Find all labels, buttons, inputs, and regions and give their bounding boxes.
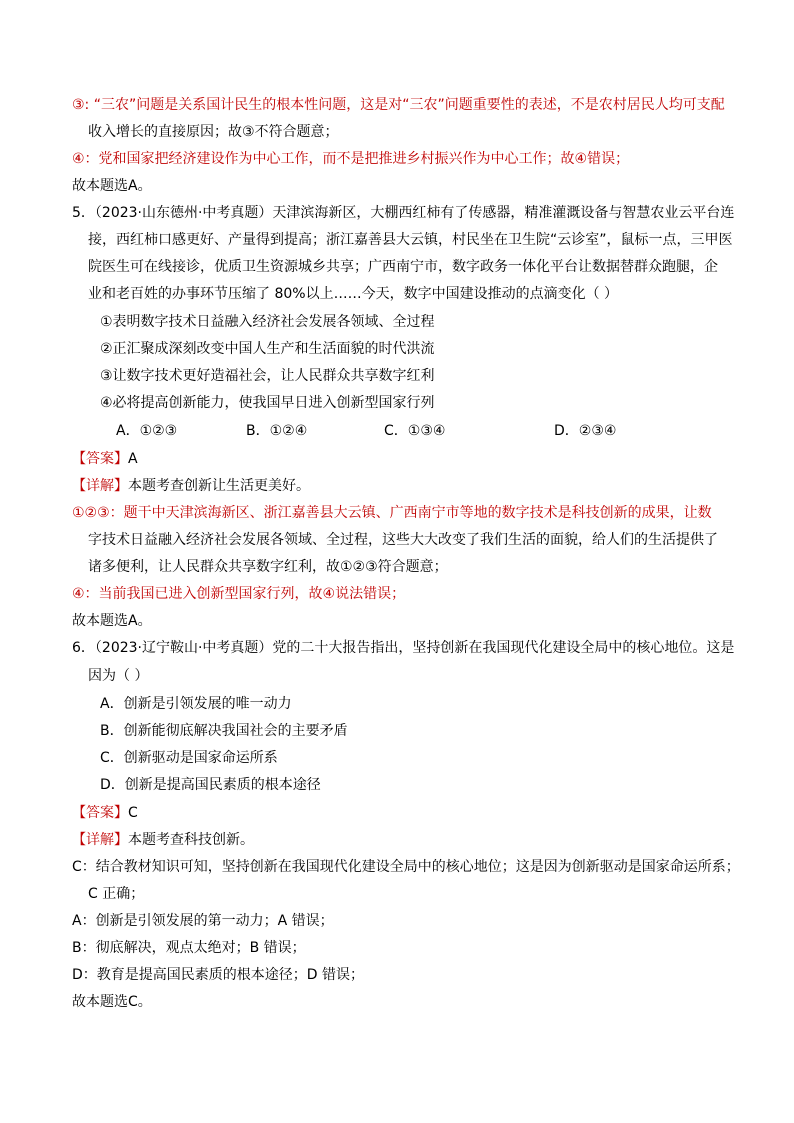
q5-option-c: C．①③④ <box>384 423 446 439</box>
q6-option-d: D．创新是提高国民素质的根本途径 <box>100 777 321 793</box>
q5-answer <box>72 449 138 469</box>
q6-detail <box>72 830 254 850</box>
q6-explanation-c-cont: C 正确； <box>88 886 145 902</box>
prev-explanation-3: ③: “三农”问题是关系国计民生的根本性问题，这是对“三农”问题重要性的表述，不是农村居民人均可支配 <box>72 97 725 113</box>
q5-answer-label: 【答案】 <box>72 451 128 467</box>
q5-detail-text: 本题考查创新让生活更美好。 <box>128 478 310 494</box>
q6-option-c: C．创新驱动是国家命运所系 <box>100 750 278 766</box>
q6-explanation-d: D：教育是提高国民素质的根本途径；D 错误； <box>72 967 365 983</box>
q5-option-a: A．①②③ <box>116 423 178 439</box>
q5-option-b: B．①②④ <box>246 423 308 439</box>
prev-explanation-3-cont: 收入增长的直接原因；故③不符合题意； <box>88 124 339 140</box>
prev-explanation-4: ④：党和国家把经济建设作为中心工作，而不是把推进乡村振兴作为中心工作；故④错误； <box>72 151 630 167</box>
q5-conclusion: 故本题选A。 <box>72 613 152 629</box>
q6-stem-2: 因为（ ） <box>88 668 149 684</box>
q5-explanation-4: ④：当前我国已进入创新型国家行列，故④说法错误； <box>72 586 406 602</box>
q5-item-3: ③让数字技术更好造福社会，让人民群众共享数字红利 <box>100 368 435 384</box>
q5-item-4: ④必将提高创新能力，使我国早日进入创新型国家行列 <box>100 395 435 411</box>
q5-stem-3: 院医生可在线接诊，优质卫生资源城乡共享；广西南宁市，数字政务一体化平台让数据替群众跑腿，企 <box>88 259 718 275</box>
q6-detail-text: 本题考查科技创新。 <box>128 832 254 848</box>
q5-explanation-1: ①②③：题干中天津滨海新区、浙江嘉善县大云镇、广西南宁市等地的数字技术是科技创新的成果，让数 <box>72 505 712 521</box>
q5-detail <box>72 476 310 496</box>
q6-explanation-a: A：创新是引领发展的第一动力；A 错误； <box>72 913 334 929</box>
q5-explanation-2: 字技术日益融入经济社会发展各领域、全过程，这些大大改变了我们生活的面貌，给人们的生活提供了 <box>88 532 718 548</box>
q5-stem-1: 5．（2023·山东德州·中考真题）天津滨海新区，大棚西红柿有了传感器，精准灌溉设备与智慧农业云平台连 <box>72 205 735 221</box>
q6-answer-value: C <box>128 805 138 821</box>
prev-conclusion: 故本题选A。 <box>72 178 152 194</box>
q6-conclusion: 故本题选C。 <box>72 994 152 1010</box>
q6-explanation-c: C：结合教材知识可知，坚持创新在我国现代化建设全局中的核心地位；这是因为创新驱动是国家命运所系； <box>72 859 740 875</box>
q5-stem-4: 业和老百姓的办事环节压缩了 80%以上……今天，数字中国建设推动的点滴变化（ ） <box>88 286 619 302</box>
q6-stem-1: 6．（2023·辽宁鞍山·中考真题）党的二十大报告指出，坚持创新在我国现代化建设全局中的核心地位。这是 <box>72 640 735 656</box>
q5-answer-value: A <box>128 451 138 467</box>
q5-item-2: ②正汇聚成深刻改变中国人生产和生活面貌的时代洪流 <box>100 341 435 357</box>
q6-answer <box>72 803 138 823</box>
q5-explanation-3: 诸多便利，让人民群众共享数字红利，故①②③符合题意； <box>88 559 448 575</box>
q5-item-1: ①表明数字技术日益融入经济社会发展各领域、全过程 <box>100 314 435 330</box>
q5-option-d: D．②③④ <box>554 423 617 439</box>
q5-stem-2: 接，西红柿口感更好、产量得到提高；浙江嘉善县大云镇，村民坐在卫生院“云诊室”，鼠标一点，三甲医 <box>88 232 733 248</box>
q5-detail-label: 【详解】 <box>72 478 128 494</box>
q6-detail-label: 【详解】 <box>72 832 128 848</box>
q6-explanation-b: B：彻底解决，观点太绝对；B 错误； <box>72 940 306 956</box>
q6-option-b: B．创新能彻底解决我国社会的主要矛盾 <box>100 723 348 739</box>
q6-option-a: A．创新是引领发展的唯一动力 <box>100 696 292 712</box>
q6-answer-label: 【答案】 <box>72 805 128 821</box>
